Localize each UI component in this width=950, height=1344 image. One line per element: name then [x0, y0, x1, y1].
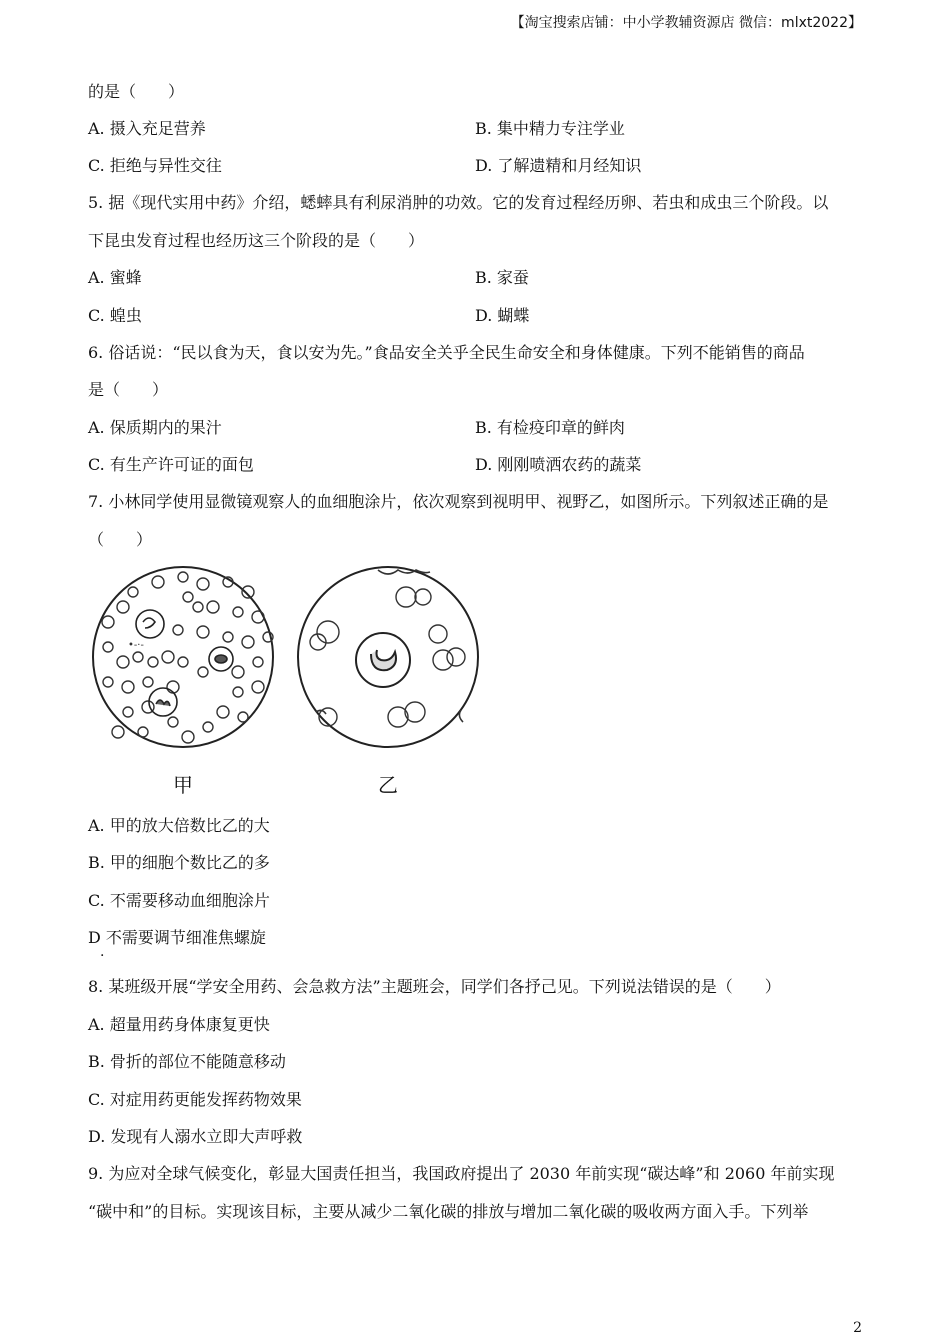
q5-option-d: D. 蝴蝶: [475, 306, 530, 325]
q8-option-c: C. 对症用药更能发挥药物效果: [88, 1090, 302, 1109]
q7-option-a: A. 甲的放大倍数比乙的大: [88, 816, 270, 835]
q5-stem-line1: 5. 据《现代实用中药》介绍，蟋蟀具有利尿消肿的功效。它的发育过程经历卵、若虫和成虫三个阶段。以: [88, 193, 829, 212]
svg-text:•-·-: •-·-: [128, 640, 144, 651]
q8-stem: 8. 某班级开展“学安全用药、会急救方法”主题班会，同学们各抒己见。下列说法错误的是（ ）: [88, 977, 781, 996]
q6-option-c: C. 有生产许可证的面包: [88, 455, 254, 474]
q6-option-a: A. 保质期内的果汁: [88, 418, 222, 437]
q4-option-d: D. 了解遗精和月经知识: [475, 156, 642, 175]
field-jia: [93, 567, 273, 797]
q7-option-b: B. 甲的细胞个数比乙的多: [88, 853, 270, 872]
page-number: 2: [853, 1320, 862, 1336]
fig-label-jia: 甲: [173, 773, 193, 797]
q5-option-c: C. 蝗虫: [88, 306, 142, 325]
q6-stem-line1: 6. 俗话说：“民以食为天，食以安为先。”食品安全关乎全民生命安全和身体健康。下列不能销售的商品: [88, 343, 805, 362]
q6-stem-line2: 是（ ）: [88, 380, 169, 399]
q4-option-c: C. 拒绝与异性交往: [88, 156, 222, 175]
q7-option-d: D 不需要调节细准焦螺旋: [88, 928, 266, 947]
q6-option-d: D. 刚刚喷洒农药的蔬菜: [475, 455, 642, 474]
field-yi: [298, 567, 478, 797]
q5-stem-line2: 下昆虫发育过程也经历这三个阶段的是（ ）: [88, 231, 425, 250]
stray-dot: ·: [100, 948, 105, 964]
q7-option-c: C. 不需要移动血细胞涂片: [88, 891, 270, 910]
q5-option-a: A. 蜜蜂: [88, 268, 142, 287]
q9-stem-line1: 9. 为应对全球气候变化，彰显大国责任担当，我国政府提出了 2030 年前实现“碳达峰”和 2060 年前实现: [88, 1164, 835, 1183]
q8-option-d: D. 发现有人溺水立即大声呼救: [88, 1127, 303, 1146]
q9-stem-line2: “碳中和”的目标。实现该目标，主要从减少二氧化碳的排放与增加二氧化碳的吸收两方面入手。下列举: [88, 1202, 809, 1221]
microscope-figure: [88, 562, 508, 802]
q7-stem-line1: 7. 小林同学使用显微镜观察人的血细胞涂片，依次观察到视明甲、视野乙，如图所示。下列叙述正确的是: [88, 492, 829, 511]
q8-option-a: A. 超量用药身体康复更快: [88, 1015, 270, 1034]
fig-label-yi: 乙: [378, 773, 398, 797]
page-header: 【淘宝搜索店铺：中小学教辅资源店 微信：mlxt2022】: [510, 15, 862, 31]
q6-option-b: B. 有检疫印章的鲜肉: [475, 418, 625, 437]
q8-option-b: B. 骨折的部位不能随意移动: [88, 1052, 286, 1071]
q4-option-b: B. 集中精力专注学业: [475, 119, 625, 138]
q4-stem: 的是（ ）: [88, 82, 185, 101]
q4-option-a: A. 摄入充足营养: [88, 119, 206, 138]
q7-stem-line2: （ ）: [88, 530, 153, 549]
q5-option-b: B. 家蚕: [475, 268, 529, 287]
